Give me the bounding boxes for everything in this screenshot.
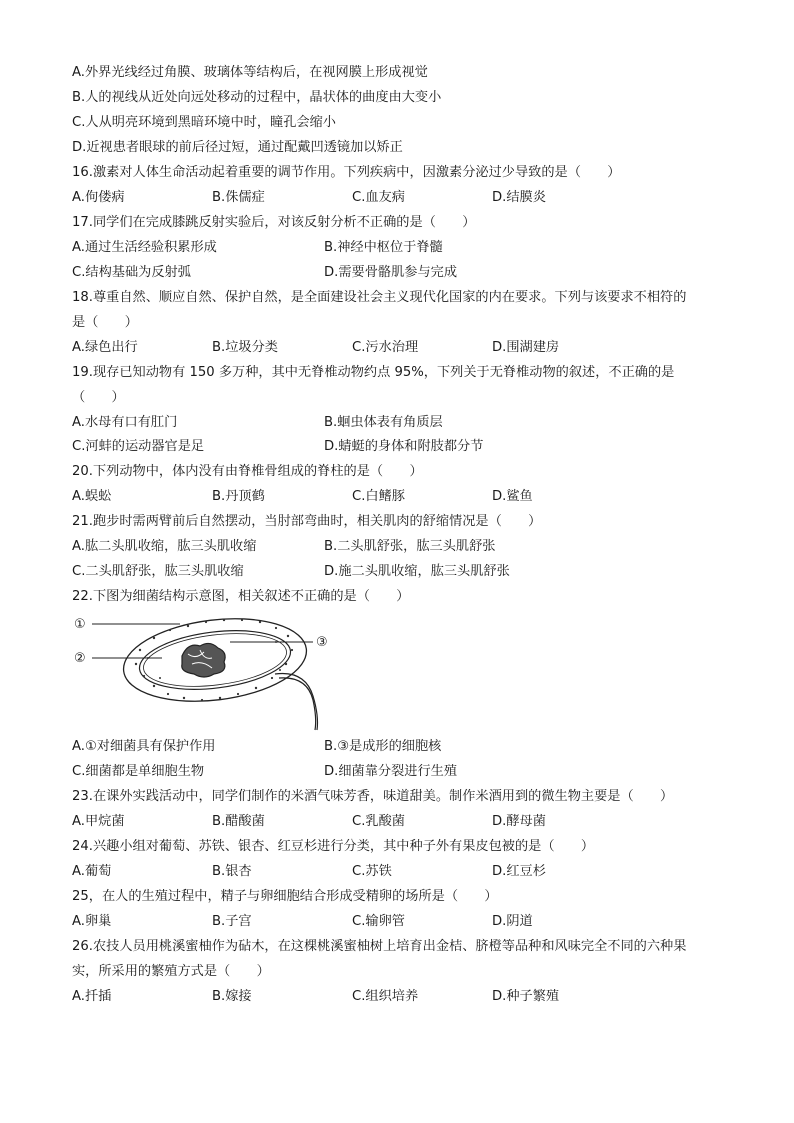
option-d: D.种子繁殖 <box>492 989 560 1004</box>
option-c: C.河蚌的运动器官是足 <box>72 439 205 454</box>
option-line: B.人的视线从近处向远处移动的过程中，晶状体的曲度由大变小 <box>72 90 442 105</box>
option-c: C.污水治理 <box>352 340 419 355</box>
option-row <box>72 237 722 259</box>
option-a: A.肱二头肌收缩，肱三头肌收缩 <box>72 539 257 554</box>
option-row <box>72 811 722 833</box>
option-a: A.卵巢 <box>72 914 112 929</box>
option-b: B.丹顶鹤 <box>212 489 265 504</box>
question-stem: 18.尊重自然、顺应自然、保护自然，是全面建设社会主义现代化国家的内在要求。下列与该要求不相符的 <box>72 290 687 305</box>
label-2: ② <box>74 651 86 666</box>
option-row <box>72 561 722 583</box>
option-row <box>72 436 722 458</box>
option-line: C.人从明亮环境到黑暗环境中时，瞳孔会缩小 <box>72 115 336 130</box>
option-b: B.嫁接 <box>212 989 252 1004</box>
option-row <box>72 986 722 1008</box>
option-line: D.近视患者眼球的前后径过短，通过配戴凹透镜加以矫正 <box>72 140 403 155</box>
question-stem: 22.下图为细菌结构示意图，相关叙述不正确的是（ ） <box>72 589 410 604</box>
question-stem: 24.兴趣小组对葡萄、苏铁、银杏、红豆杉进行分类，其中种子外有果皮包被的是（ ） <box>72 839 595 854</box>
option-row <box>72 412 722 434</box>
option-a: A.水母有口有肛门 <box>72 415 178 430</box>
option-d: D.红豆杉 <box>492 864 546 879</box>
question-stem: 20.下列动物中，体内没有由脊椎骨组成的脊柱的是（ ） <box>72 464 423 479</box>
flagellum-strand <box>279 678 316 730</box>
option-d: D.需要骨骼肌参与完成 <box>324 265 458 280</box>
option-a: A.绿色出行 <box>72 340 138 355</box>
question-stem: 17.同学们在完成膝跳反射实验后，对该反射分析不正确的是（ ） <box>72 215 476 230</box>
question-stem: 26.农技人员用桃溪蜜柚作为砧木，在这棵桃溪蜜柚树上培育出金桔、脐橙等品种和风味完全不同的六种果 <box>72 939 687 954</box>
question-stem-continued: 是（ ） <box>72 315 138 330</box>
option-row <box>72 736 722 758</box>
option-c: C.组织培养 <box>352 989 419 1004</box>
question-stem: 16.激素对人体生命活动起着重要的调节作用。下列疾病中，因激素分泌过少导致的是（ ） <box>72 165 621 180</box>
option-b: B.侏儒症 <box>212 190 265 205</box>
option-line: A.外界光线经过角膜、玻璃体等结构后，在视网膜上形成视觉 <box>72 65 428 80</box>
option-c: C.白鳍豚 <box>352 489 405 504</box>
option-d: D.鲨鱼 <box>492 489 533 504</box>
option-d: D.施二头肌收缩，肱三头肌舒张 <box>324 564 510 579</box>
option-row <box>72 486 722 508</box>
option-a: A.①对细菌具有保护作用 <box>72 739 216 754</box>
option-d: D.细菌靠分裂进行生殖 <box>324 764 458 779</box>
option-b: B.垃圾分类 <box>212 340 278 355</box>
label-3: ③ <box>316 635 328 650</box>
option-a: A.甲烷菌 <box>72 814 125 829</box>
option-b: B.子宫 <box>212 914 252 929</box>
label-1: ① <box>74 617 86 632</box>
option-c: C.细菌都是单细胞生物 <box>72 764 205 779</box>
flagellum <box>275 673 318 730</box>
option-d: D.蜻蜓的身体和附肢都分节 <box>324 439 484 454</box>
option-a: A.扦插 <box>72 989 112 1004</box>
option-d: D.酵母菌 <box>492 814 546 829</box>
option-d: D.围湖建房 <box>492 340 560 355</box>
option-row <box>72 861 722 883</box>
option-a: A.通过生活经验积累形成 <box>72 240 217 255</box>
option-row <box>72 337 722 359</box>
option-b: B.二头肌舒张，肱三头肌舒张 <box>324 539 496 554</box>
option-b: B.③是成形的细胞核 <box>324 739 442 754</box>
option-d: D.结膜炎 <box>492 190 546 205</box>
option-row <box>72 187 722 209</box>
question-stem-continued: （ ） <box>72 390 125 405</box>
option-c: C.血友病 <box>352 190 405 205</box>
dna-region <box>182 643 225 677</box>
option-c: C.二头肌舒张，肱三头肌收缩 <box>72 564 244 579</box>
question-stem: 21.跑步时需两臂前后自然摆动，当肘部弯曲时，相关肌肉的舒缩情况是（ ） <box>72 514 542 529</box>
option-row <box>72 761 722 783</box>
option-b: B.醋酸菌 <box>212 814 265 829</box>
question-stem-continued: 实，所采用的繁殖方式是（ ） <box>72 964 270 979</box>
option-c: C.苏铁 <box>352 864 392 879</box>
option-row <box>72 536 722 558</box>
question-stem: 23.在课外实践活动中，同学们制作的米酒气味芳香，味道甜美。制作米酒用到的微生物主要是（ ） <box>72 789 674 804</box>
option-a: A.蜈蚣 <box>72 489 112 504</box>
option-c: C.结构基础为反射弧 <box>72 265 191 280</box>
option-b: B.神经中枢位于脊髓 <box>324 240 443 255</box>
option-b: B.蛔虫体表有角质层 <box>324 415 443 430</box>
option-row <box>72 911 722 933</box>
option-b: B.银杏 <box>212 864 252 879</box>
question-stem: 19.现存已知动物有 150 多万种，其中无脊椎动物约点 95%，下列关于无脊椎动物的叙述，不正确的是 <box>72 365 675 380</box>
question-stem: 25，在人的生殖过程中，精子与卵细胞结合形成受精卵的场所是（ ） <box>72 889 498 904</box>
option-a: A.佝偻病 <box>72 190 125 205</box>
option-c: C.输卵管 <box>352 914 405 929</box>
bacterium-diagram <box>70 612 340 734</box>
option-c: C.乳酸菌 <box>352 814 405 829</box>
option-a: A.葡萄 <box>72 864 112 879</box>
option-row <box>72 262 722 284</box>
option-d: D.阴道 <box>492 914 533 929</box>
